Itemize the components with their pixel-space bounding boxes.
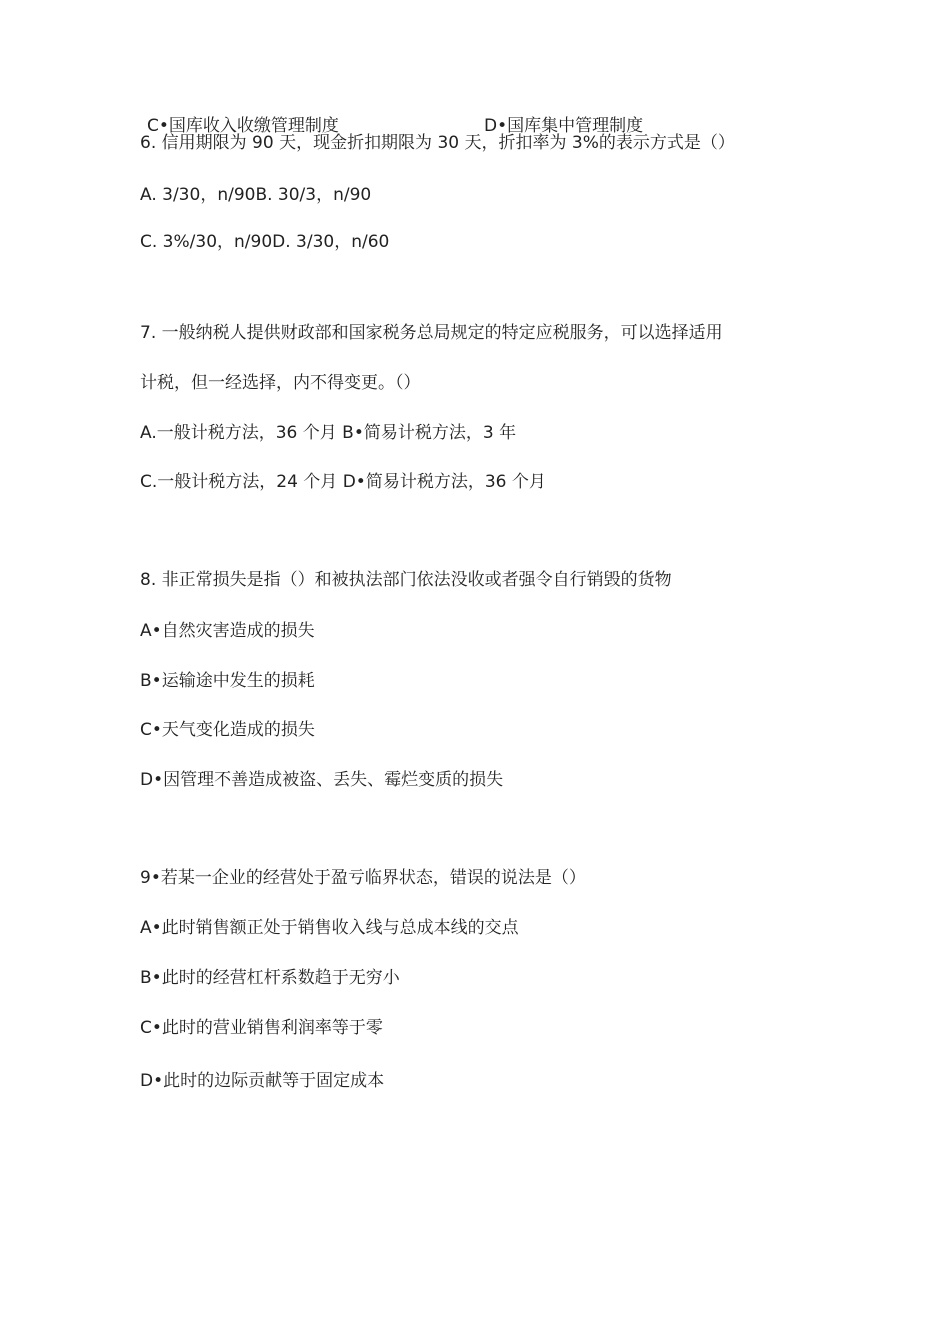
q5-option-c: C•国库收入收缴管理制度 (147, 116, 339, 136)
q6-options-ab: A. 3/30，n/90B. 30/3，n/90 (140, 185, 372, 205)
q8-question: 8. 非正常损失是指（）和被执法部门依法没收或者强令自行销毁的货物 (140, 570, 672, 590)
q5-option-d: D•国库集中管理制度 (484, 116, 644, 136)
q8-option-d: D•因管理不善造成被盗、丢失、霉烂变质的损失 (140, 770, 504, 790)
q7-question-line2: 计税，但一经选择，内不得变更。（） (140, 373, 421, 393)
q9-option-a: A•此时销售额正处于销售收入线与总成本线的交点 (140, 918, 519, 938)
q7-options-cd: C.一般计税方法，24 个月 D•简易计税方法，36 个月 (140, 472, 546, 492)
q9-option-c: C•此时的营业销售利润率等于零 (140, 1018, 383, 1038)
q9-option-b: B•此时的经营杠杆系数趋于无穷小 (140, 968, 400, 988)
q9-option-d: D•此时的边际贡献等于固定成本 (140, 1071, 385, 1091)
q9-question: 9•若某一企业的经营处于盈亏临界状态，错误的说法是（） (140, 868, 586, 888)
q8-option-a: A•自然灾害造成的损失 (140, 621, 315, 641)
q8-option-b: B•运输途中发生的损耗 (140, 671, 315, 691)
q6-options-cd: C. 3%/30，n/90D. 3/30，n/60 (140, 232, 390, 252)
q7-options-ab: A.一般计税方法，36 个月 B•简易计税方法，3 年 (140, 423, 517, 443)
q8-option-c: C•天气变化造成的损失 (140, 720, 315, 740)
q6-question: 6. 信用期限为 90 天，现金折扣期限为 30 天，折扣率为 3%的表示方式是（） (140, 133, 735, 153)
q7-question-line1: 7. 一般纳税人提供财政部和国家税务总局规定的特定应税服务，可以选择适用 (140, 323, 723, 343)
